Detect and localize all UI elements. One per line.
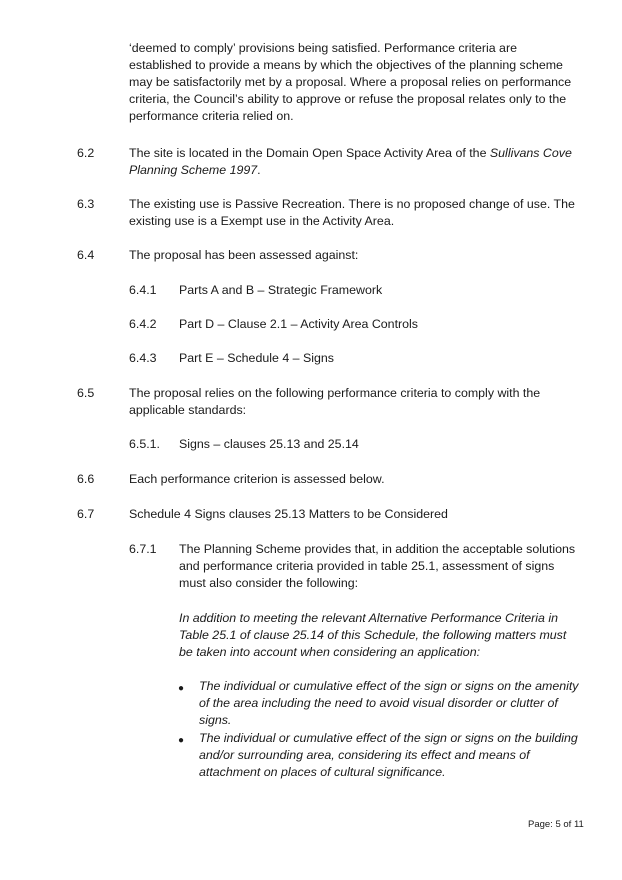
section-text-6-7: Schedule 4 Signs clauses 25.13 Matters to be Considered: [129, 507, 448, 521]
section-number-6-4: 6.4: [77, 248, 95, 262]
subsection-text-6-4-1: Parts A and B – Strategic Framework: [179, 283, 383, 297]
section-number-6-5: 6.5: [77, 386, 95, 400]
section-text-6-2: [129, 145, 579, 179]
section-number-6-7: 6.7: [77, 507, 95, 521]
bullet-item-2: The individual or cumulative effect of the sign or signs on the building and/or surrounding area, considering its effect and means of attachment on places of cultural significance.: [199, 731, 578, 779]
section-text-6-4: The proposal has been assessed against:: [129, 248, 359, 262]
page-number-footer: Page: 5 of 11: [528, 819, 584, 830]
section-text-6-2-plain: The site is located in the Domain Open Space Activity Area of the: [129, 146, 490, 160]
section-text-6-2-end: .: [257, 163, 261, 177]
subsection-text-6-4-3: Part E – Schedule 4 – Signs: [179, 351, 334, 365]
scheme-name: Sullivans Cove Planning Scheme 1997: [129, 146, 572, 177]
quoted-provision: In addition to meeting the relevant Alternative Performance Criteria in Table 25.1 of clause 25.14 of this Schedule, the following matters must be taken into account when considering an application:: [179, 611, 567, 659]
section-text-6-5: The proposal relies on the following performance criteria to comply with the applicable standards:: [129, 386, 541, 417]
subsection-text-6-7-1: The Planning Scheme provides that, in addition the acceptable solutions and performance criteria provided in table 25.1, assessment of signs must also consider the following:: [179, 542, 576, 590]
bullet-icon: ●: [178, 683, 185, 694]
subsection-number-6-4-3: 6.4.3: [129, 351, 157, 365]
subsection-number-6-7-1: 6.7.1: [129, 542, 157, 556]
section-number-6-6: 6.6: [77, 472, 95, 486]
subsection-number-6-4-2: 6.4.2: [129, 317, 157, 331]
subsection-text-6-4-2: Part D – Clause 2.1 – Activity Area Controls: [179, 317, 418, 331]
bullet-icon: ●: [178, 735, 185, 746]
subsection-number-6-4-1: 6.4.1: [129, 283, 157, 297]
bullet-item-1: The individual or cumulative effect of the sign or signs on the amenity of the area including the need to avoid visual disorder or clutter of signs.: [199, 679, 579, 727]
section-text-6-3: The existing use is Passive Recreation. There is no proposed change of use. The existing use is a Exempt use in the Activity Area.: [129, 197, 575, 228]
subsection-text-6-5-1: Signs – clauses 25.13 and 25.14: [179, 437, 359, 451]
subsection-number-6-5-1: 6.5.1.: [129, 437, 161, 451]
section-number-6-3: 6.3: [77, 197, 95, 211]
section-number-6-2: 6.2: [77, 146, 95, 160]
intro-paragraph: ‘deemed to comply’ provisions being satisfied. Performance criteria are established to provide a means by which the objectives of the planning scheme may be satisfactorily met by a proposal. Where a proposal relies on performance criteria, the Council’s ability to approve or refuse the proposal relates only to the performance criteria relied on.: [129, 41, 572, 123]
section-text-6-6: Each performance criterion is assessed below.: [129, 472, 385, 486]
